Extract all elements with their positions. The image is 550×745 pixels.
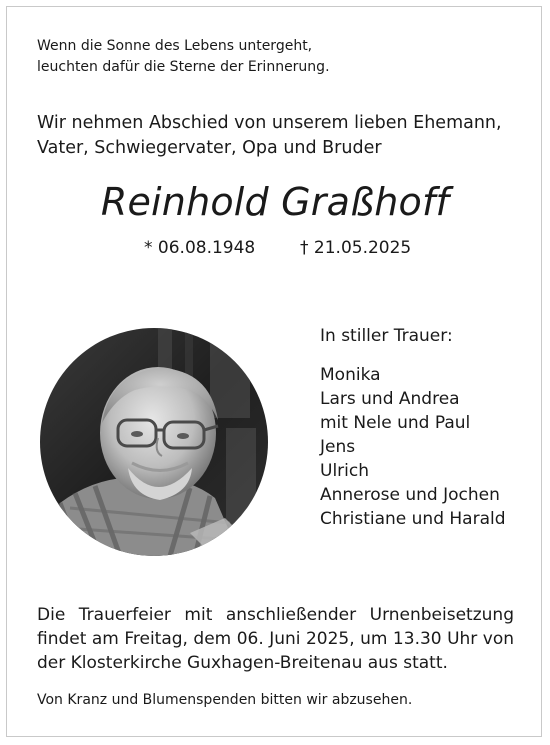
portrait-illustration bbox=[40, 328, 268, 556]
mourner-name: Monika bbox=[320, 365, 381, 385]
mourner-name: mit Nele und Paul bbox=[320, 413, 471, 433]
portrait-photo bbox=[40, 328, 268, 556]
farewell-line-2: Vater, Schwiegervater, Opa und Bruder bbox=[37, 138, 382, 158]
death-date: † 21.05.2025 bbox=[300, 238, 412, 258]
farewell-line-1: Wir nehmen Abschied von unserem lieben Ehemann, bbox=[37, 113, 502, 133]
life-dates bbox=[0, 234, 550, 262]
mourner-name: Ulrich bbox=[320, 461, 369, 481]
motto-quote bbox=[37, 36, 507, 78]
flowers-note: Von Kranz und Blumenspenden bitten wir abzusehen. bbox=[37, 692, 413, 708]
mourner-name: Lars und Andrea bbox=[320, 389, 460, 409]
mourners-list bbox=[320, 363, 535, 531]
ceremony-line-3: der Klosterkirche Guxhagen-Breitenau aus statt. bbox=[37, 653, 448, 673]
motto-line-2: leuchten dafür die Sterne der Erinnerung. bbox=[37, 59, 330, 75]
farewell-text bbox=[37, 111, 517, 161]
mourners-heading: In stiller Trauer: bbox=[320, 326, 453, 346]
mourners-section bbox=[320, 324, 535, 531]
ceremony-line-2: findet am Freitag, dem 06. Juni 2025, um 13.30 Uhr von bbox=[37, 629, 514, 649]
ceremony-line-1: Die Trauerfeier mit anschließender Urnenbeisetzung bbox=[37, 605, 514, 625]
ceremony-info bbox=[37, 603, 514, 675]
mourner-name: Jens bbox=[320, 437, 356, 457]
deceased-name: Reinhold Graßhoff bbox=[100, 180, 450, 224]
motto-line-1: Wenn die Sonne des Lebens untergeht, bbox=[37, 38, 313, 54]
mourner-name: Christiane und Harald bbox=[320, 509, 506, 529]
mourner-name: Annerose und Jochen bbox=[320, 485, 500, 505]
birth-date: * 06.08.1948 bbox=[144, 238, 256, 258]
